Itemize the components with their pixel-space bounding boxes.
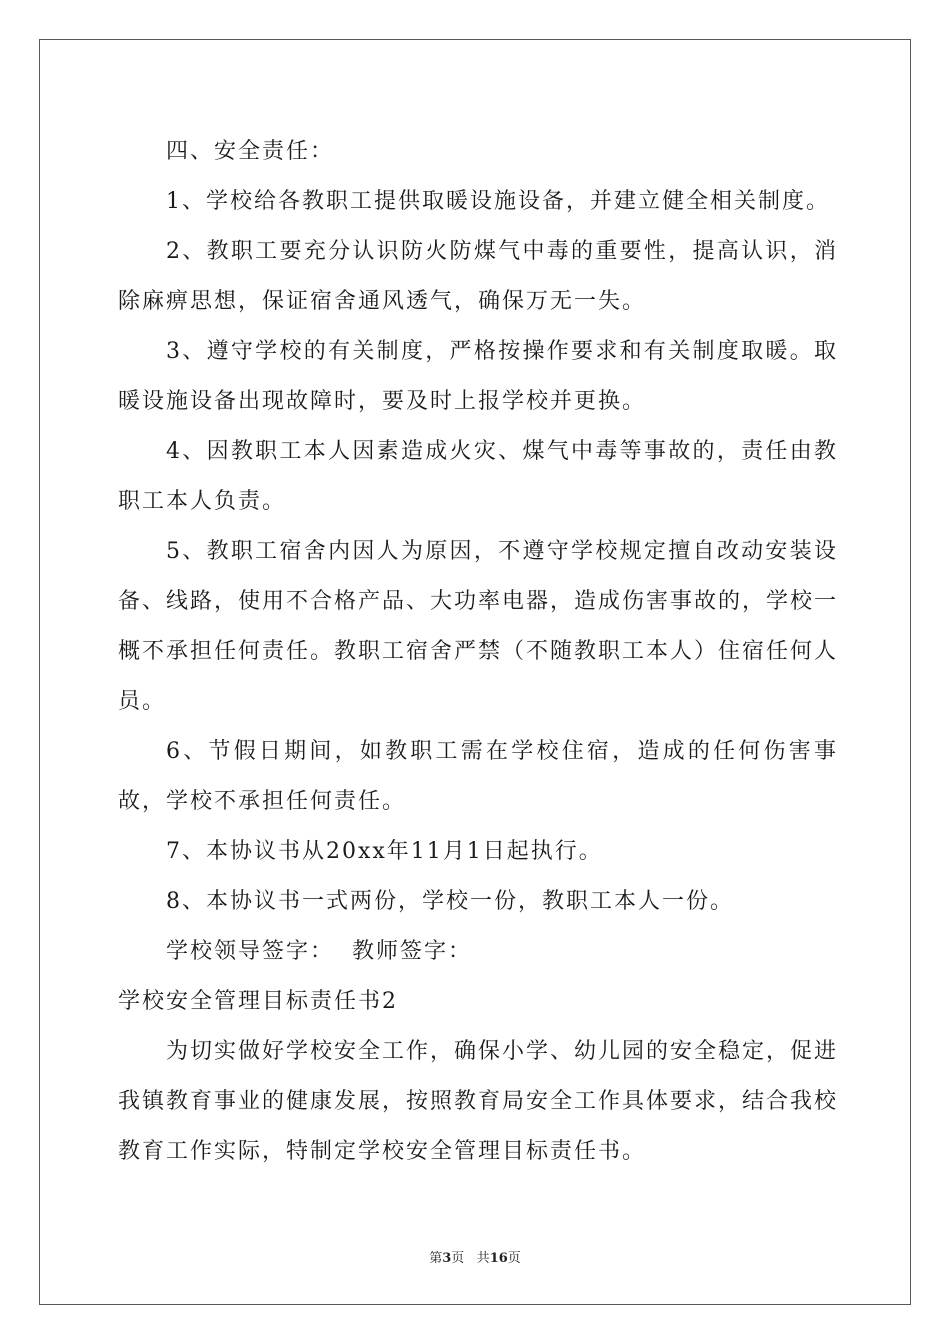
paragraph: 6、节假日期间，如教职工需在学校住宿，造成的任何伤害事故，学校不承担任何责任。 [118,739,838,814]
paragraph: 5、教职工宿舍内因人为原因，不遵守学校规定擅自改动安装设备、线路，使用不合格产品、大功率电器，造成伤害事故的，学校一概不承担任何责任。教职工宿舍严禁（不随教职工本人）住宿任何人员。 [118,539,839,714]
total-pages: 16 [489,1251,508,1266]
paragraph: 8、本协议书一式两份，学校一份，教职工本人一份。 [166,889,734,914]
paragraph: 3、遵守学校的有关制度，严格按操作要求和有关制度取暖。取暖设施设备出现故障时，要及时上报学校并更换。 [118,339,838,414]
page-number: 3 [442,1251,452,1266]
paragraph: 1、学校给各教职工提供取暖设施设备，并建立健全相关制度。 [166,189,830,214]
paragraph: 7、本协议书从20xx年11月1日起执行。 [166,839,603,864]
document-title: 学校安全管理目标责任书2 [118,989,398,1014]
paragraph: 2、教职工要充分认识防火防煤气中毒的重要性，提高认识，消除麻痹思想，保证宿舍通风透气，确保万无一失。 [118,239,838,314]
total-prefix: 共 [476,1251,490,1266]
signature-line: 学校领导签字： 教师签字： [166,939,472,964]
paragraph: 4、因教职工本人因素造成火灾、煤气中毒等事故的，责任由教职工本人负责。 [118,439,838,514]
total-suffix: 页 [507,1251,521,1266]
page-prefix: 第 [429,1251,443,1266]
document-body [118,127,838,1177]
section-heading: 四、安全责任： [166,139,335,164]
page-suffix: 页 [451,1251,465,1266]
paragraph: 为切实做好学校安全工作，确保小学、幼儿园的安全稳定，促进我镇教育事业的健康发展，按照教育局安全工作具体要求，结合我校教育工作实际，特制定学校安全管理目标责任书。 [118,1039,839,1164]
page-footer [0,1247,950,1266]
